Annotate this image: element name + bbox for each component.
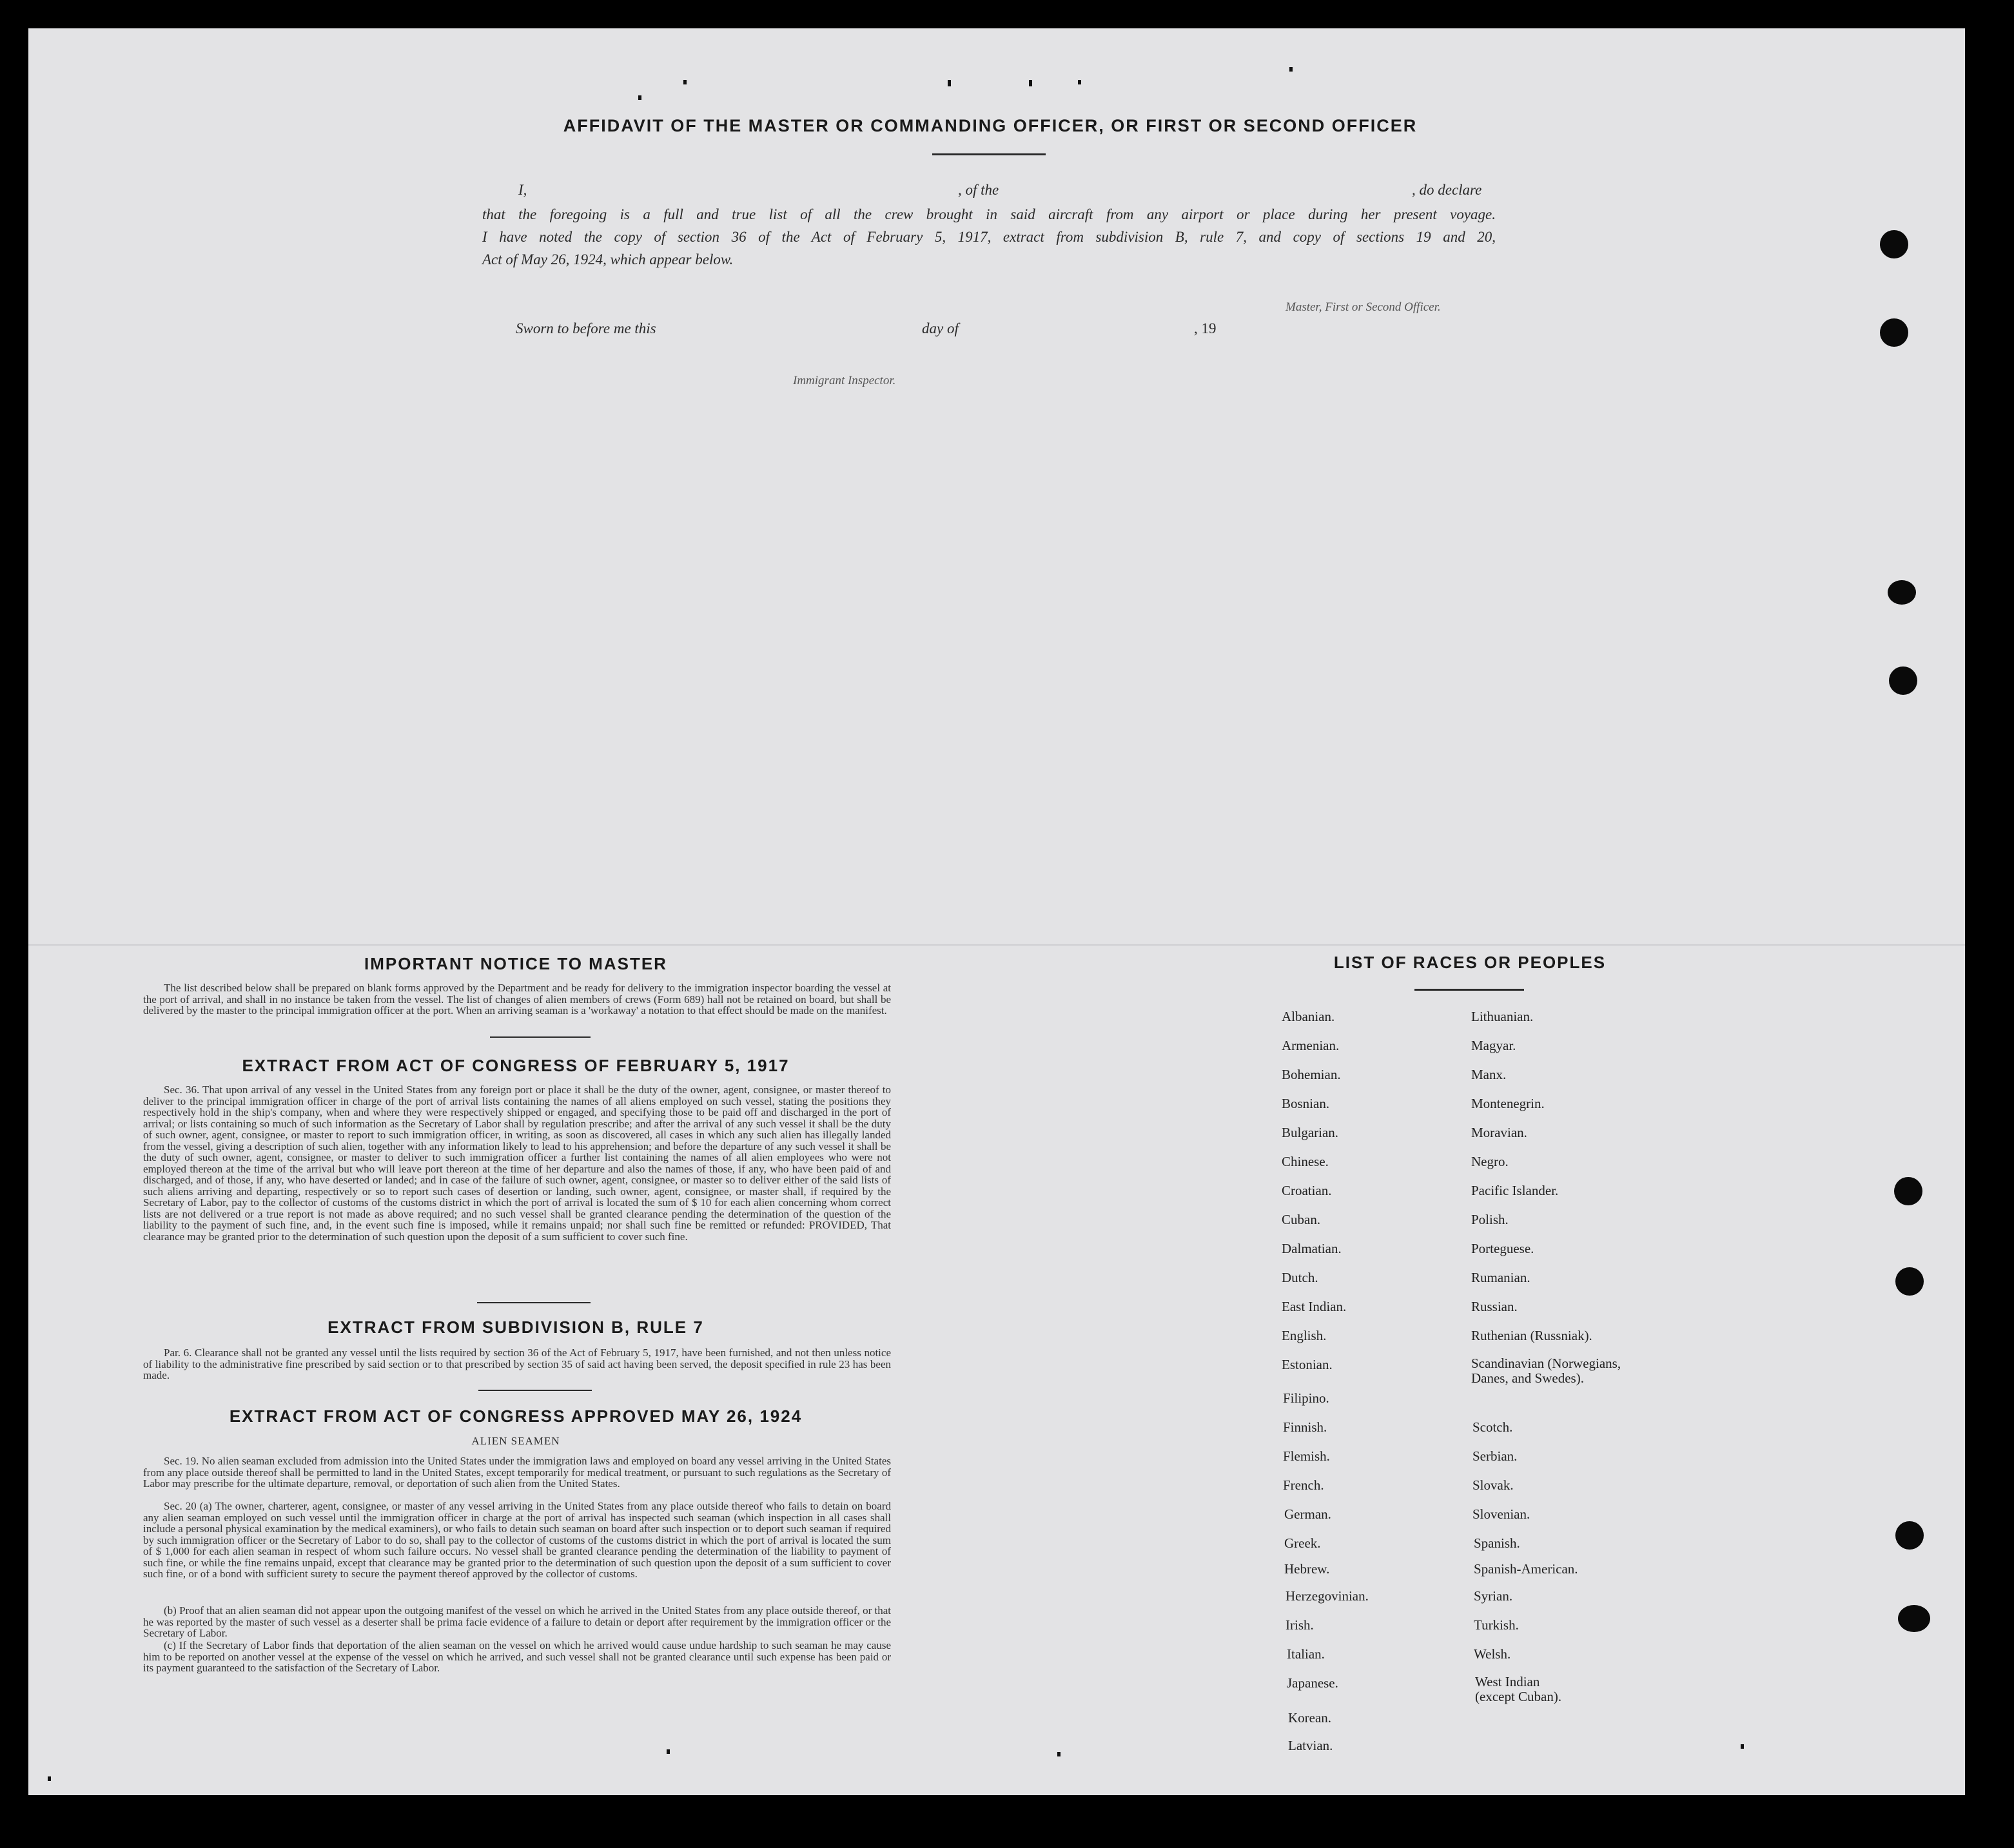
race-item: Welsh.	[1474, 1646, 1511, 1662]
inspector-label: Immigrant Inspector.	[793, 374, 896, 387]
race-item: Rumanian.	[1471, 1270, 1530, 1285]
race-item: Dalmatian.	[1282, 1241, 1342, 1256]
race-item: English.	[1282, 1328, 1327, 1343]
speck	[667, 1749, 670, 1754]
sec-19-text: Sec. 19. No alien seaman excluded from admission into the United States under the immigration laws and employed on board any vessel arriving in the United States from any place outside thereof shall be permitted to land in the United States, except temporarily for medical treatment, or pursuant to such regulations as the Secretary of Labor may prescribe for the ultimate departure, removal, or deportation of such alien from the United States.	[143, 1455, 891, 1490]
speck	[683, 80, 687, 84]
race-item: Herzegovinian.	[1286, 1588, 1369, 1604]
notice-text: The list described below shall be prepared on blank forms approved by the Department and be ready for delivery to the immigration inspector boarding the vessel at the port of arrival, and shall in no instance be taken from the vessel. The list of changes of alien members of crews (Form 689) hall not be retained on board, but shall be delivered by the master to the principal immigration officer at the port. When an arriving seaman is a 'workaway' a notation to that effect should be made on the manifest.	[143, 982, 891, 1016]
punch-hole	[1895, 1521, 1924, 1550]
races-rule	[1414, 989, 1524, 991]
race-item: Serbian.	[1472, 1448, 1518, 1464]
punch-hole	[1880, 230, 1908, 258]
race-item: Bosnian.	[1282, 1096, 1330, 1111]
race-item: Albanian.	[1282, 1009, 1335, 1024]
notice-rule	[490, 1036, 591, 1038]
punch-hole	[1894, 1177, 1922, 1205]
race-item: Scotch.	[1472, 1419, 1513, 1435]
races-title: LIST OF RACES OR PEOPLES	[1333, 953, 1607, 972]
race-item: Filipino.	[1283, 1390, 1329, 1406]
race-item: Spanish-American.	[1474, 1561, 1578, 1577]
race-item: Porteguese.	[1471, 1241, 1534, 1256]
affidavit-line-4: Act of May 26, 1924, which appear below.	[482, 251, 734, 267]
signature-label: Master, First or Second Officer.	[1286, 300, 1441, 314]
race-item: Japanese.	[1287, 1675, 1338, 1691]
notice-title: IMPORTANT NOTICE TO MASTER	[364, 954, 667, 973]
speck	[1029, 80, 1032, 86]
race-item: Irish.	[1286, 1617, 1314, 1633]
day-of-label: day of	[922, 320, 959, 336]
race-item: Magyar.	[1471, 1038, 1516, 1053]
race-item: Polish.	[1471, 1212, 1509, 1227]
extract-1917-rule	[477, 1302, 591, 1303]
race-item: Bulgarian.	[1282, 1125, 1339, 1140]
speck	[48, 1776, 51, 1781]
race-item: Latvian.	[1288, 1738, 1333, 1753]
race-item: German.	[1284, 1506, 1331, 1522]
punch-hole	[1889, 666, 1917, 695]
race-item: Chinese.	[1282, 1154, 1329, 1169]
race-item: Greek.	[1284, 1535, 1321, 1551]
race-item: French.	[1283, 1477, 1324, 1493]
speck	[1057, 1752, 1061, 1756]
race-item: Pacific Islander.	[1471, 1183, 1559, 1198]
speck	[1289, 67, 1293, 72]
race-item: Russian.	[1471, 1299, 1518, 1314]
race-item: East Indian.	[1282, 1299, 1347, 1314]
affidavit-i: I,	[518, 182, 527, 198]
race-item: Flemish.	[1283, 1448, 1330, 1464]
punch-hole	[1898, 1605, 1930, 1632]
race-item: Bohemian.	[1282, 1067, 1341, 1082]
race-item: Korean.	[1288, 1710, 1332, 1726]
punch-hole	[1888, 580, 1916, 605]
race-item: Manx.	[1471, 1067, 1507, 1082]
sworn-label: Sworn to before me this	[516, 320, 656, 336]
race-item: Hebrew.	[1284, 1561, 1330, 1577]
affidavit-of-the: , of the	[958, 182, 999, 198]
race-item: Italian.	[1287, 1646, 1325, 1662]
race-item: Slovak.	[1472, 1477, 1514, 1493]
punch-hole	[1895, 1267, 1924, 1296]
year-label: , 19	[1194, 320, 1217, 336]
race-item: Syrian.	[1474, 1588, 1513, 1604]
race-item: Dutch.	[1282, 1270, 1318, 1285]
race-item: Finnish.	[1283, 1419, 1327, 1435]
extract-1917-text: Sec. 36. That upon arrival of any vessel in the United States from any foreign port or place it shall be the duty of the owner, agent, consignee, or master thereof to deliver to the principal immigration officer in charge of the port of arrival lists containing the names of all aliens employed on such vessel, stating the positions they respectively hold in the ship's company, when and where they were respectively shipped or engaged, and specifying those to be paid off and discharged in the port of arrival; or lists containing so much of such information as the Secretary of Labor shall by regulation prescribe; and after the arrival of any such vessel it shall be the duty of such owner, agent, consignee, or master to report to such immigration officer, in writing, as soon as discovered, all cases in which any such alien has illegally landed from the vessel, giving a description of such alien, together with any information likely to lead to his apprehension; and before the departure of any such vessel it shall be the duty of such owner, agent, consignee, or master to deliver to such immigration officer a further list containing the names of all alien employees who were not employed thereon at the time of the arrival but who will leave port thereon at the time of her departure and also the names of those, if any, who have been paid of and discharged, and of those, if any, who have deserted or landed; and in case of the failure of such owner, agent, consignee, or master so to deliver either of the said lists of such aliens arriving and departing, respectively or so to report such cases of desertion or landing, such owner, agent, consignee, or master shall, if required by the Secretary of Labor, pay to the collector of customs of the customs district in which the port of arrival is located the sum of $ 10 for each alien concerning whom correct lists are not delivered or a true report is not made as above required; and no such vessel shall be granted clearance pending the determination of the question of the liability to the payment of such fine, and, in the event such fine is imposed, while it remains unpaid; nor shall such fine be remitted or refunded: PROVIDED, That clearance may be granted prior to the determination of such question upon the deposit of a sum sufficient to cover such fine.	[143, 1084, 891, 1243]
race-item: Montenegrin.	[1471, 1096, 1545, 1111]
race-item: Scandinavian (Norwegians, Danes, and Swedes).	[1471, 1356, 1621, 1386]
race-item: Turkish.	[1474, 1617, 1519, 1633]
affidavit-do-declare: , do declare	[1412, 182, 1482, 198]
race-item: Croatian.	[1282, 1183, 1332, 1198]
race-item: West Indian (except Cuban).	[1475, 1674, 1562, 1704]
rule-7-title: EXTRACT FROM SUBDIVISION B, RULE 7	[328, 1318, 704, 1337]
race-item: Lithuanian.	[1471, 1009, 1534, 1024]
title-rule	[932, 153, 1046, 155]
race-item: Estonian.	[1282, 1357, 1333, 1372]
speck	[1741, 1744, 1744, 1749]
affidavit-title: AFFIDAVIT OF THE MASTER OR COMMANDING OFFICER, OR FIRST OR SECOND OFFICER	[563, 116, 1418, 135]
race-item: Moravian.	[1471, 1125, 1527, 1140]
race-item: Slovenian.	[1472, 1506, 1530, 1522]
race-item: Cuban.	[1282, 1212, 1321, 1227]
speck	[1078, 80, 1081, 84]
sec-20c-text: (c) If the Secretary of Labor finds that deportation of the alien seaman on the vessel on which he arrived would cause undue hardship to such seaman he may cause him to be reported on another vessel at the expense of the vessel on which he arrived, and such vessel shall not be granted clearance until such expense has been paid or its payment guaranteed to the satisfaction of the Secretary of Labor.	[143, 1639, 891, 1674]
fold-line	[28, 944, 1965, 946]
speck	[948, 80, 951, 86]
affidavit-line-2: that the foregoing is a full and true list of all the crew brought in said aircraft from any airport or place during her present voyage.	[482, 206, 1496, 222]
race-item: Ruthenian (Russniak).	[1471, 1328, 1592, 1343]
rule-7-rule	[478, 1390, 592, 1391]
extract-1917-title: EXTRACT FROM ACT OF CONGRESS OF FEBRUARY 5, 1917	[242, 1056, 790, 1075]
speck	[638, 95, 641, 100]
race-item: Spanish.	[1474, 1535, 1520, 1551]
sec-20b-text: (b) Proof that an alien seaman did not appear upon the outgoing manifest of the vessel on which he arrived in the United States from any place outside thereof, or that he was reported by the master of such vessel as a deserter shall be prima facie evidence of a failure to detain or deport after requirement by the immigration officer or the Secretary of Labor.	[143, 1604, 891, 1639]
extract-1924-subtitle: ALIEN SEAMEN	[471, 1435, 560, 1447]
rule-7-text: Par. 6. Clearance shall not be granted any vessel until the lists required by section 36 of the Act of February 5, 1917, have been furnished, and not then unless notice of liability to the administrative fine prescribed by said section or to that prescribed by section 35 of said act having been served, the deposit specified in rule 23 has been made.	[143, 1347, 891, 1381]
extract-1924-title: EXTRACT FROM ACT OF CONGRESS APPROVED MAY 26, 1924	[229, 1406, 803, 1426]
race-item: Negro.	[1471, 1154, 1509, 1169]
punch-hole	[1880, 318, 1908, 347]
race-item: Armenian.	[1282, 1038, 1340, 1053]
affidavit-line-3: I have noted the copy of section 36 of the Act of February 5, 1917, extract from subdivision B, rule 7, and copy of sections 19 and 20,	[482, 229, 1496, 245]
sec-20a-text: Sec. 20 (a) The owner, charterer, agent, consignee, or master of any vessel arriving in the United States from any place outside thereof who fails to detain on board any alien seaman employed on such vessel until the immigration officer in charge at the port of arrival has inspected such seaman (which inspection in all cases shall include a personal physical examination by the medical examiners), or who fails to detain such seaman on board after such inspection or to deport such seaman if required by such immigration officer or the Secretary of Labor to do so, shall pay to the collector of customs of the customs district in which the port of arrival is located the sum of $ 1,000 for each alien seaman in respect of whom such failure occurs. No vessel shall be granted clearance pending the determination of the liability to payment of such fine, or while the fine remains unpaid, except that clearance may be granted prior to the determination of such question upon the deposit of a sum sufficient to cover such fine, or of a bond with sufficient surety to secure the payment thereof approved by the collector of customs.	[143, 1500, 891, 1580]
